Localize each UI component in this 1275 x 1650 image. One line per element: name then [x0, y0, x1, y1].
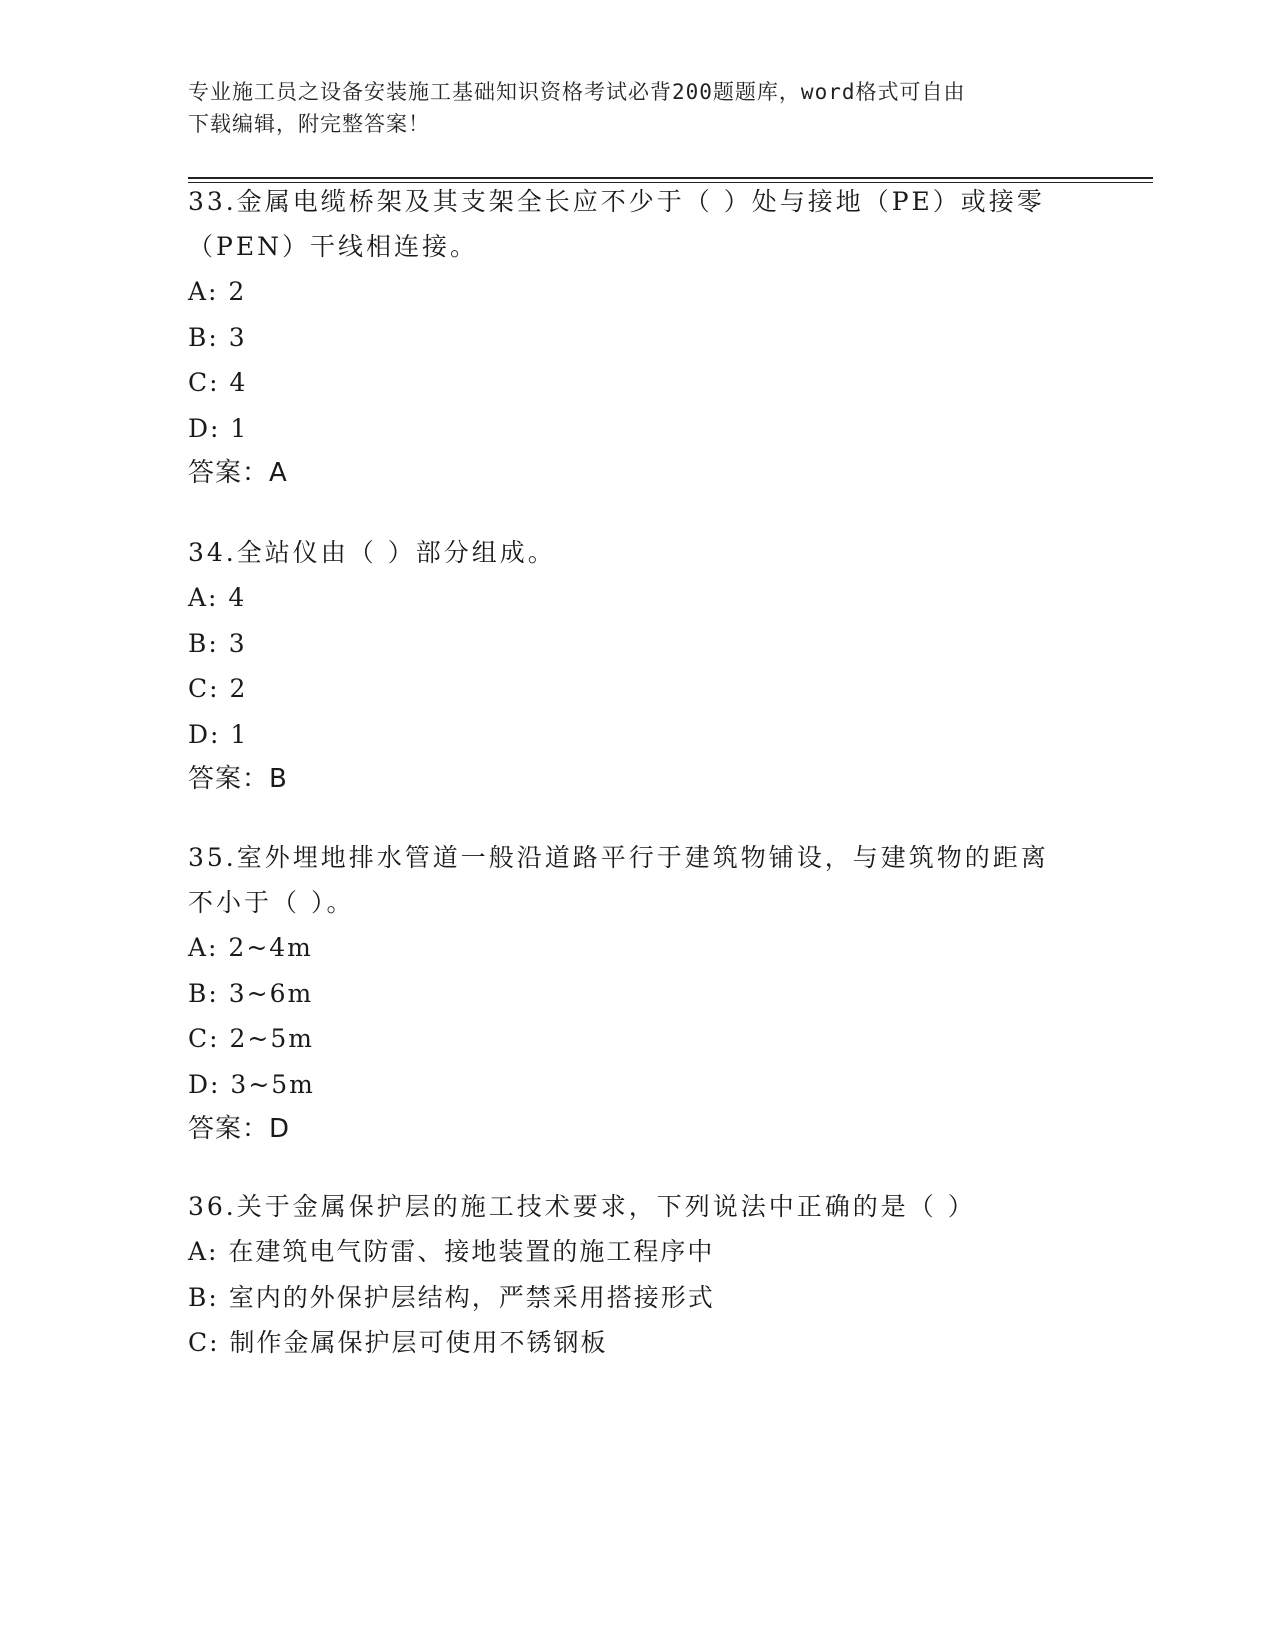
- answer: 答案：D: [188, 1114, 291, 1144]
- option-a: A: 4: [188, 583, 247, 612]
- question-stem: 35.室外埋地排水管道一般沿道路平行于建筑物铺设，与建筑物的距离: [188, 843, 1049, 872]
- question-34: [188, 530, 1088, 801]
- option-d: D: 1: [188, 413, 249, 443]
- document-header: [188, 76, 1068, 140]
- option-b: B: 3: [188, 628, 247, 658]
- option-a: A: 2~4m: [188, 933, 313, 962]
- question-stem-continued: 不小于（ ）。: [188, 888, 355, 917]
- option-d: D: 1: [188, 719, 249, 749]
- option-c: C: 2~5m: [188, 1024, 314, 1053]
- question-35: [188, 835, 1088, 1151]
- question-36: [188, 1184, 1088, 1366]
- question-stem: 33.金属电缆桥架及其支架全长应不少于（ ）处与接地（PE）或接零: [188, 187, 1045, 216]
- header-line-2: 下载编辑，附完整答案！: [188, 112, 430, 136]
- option-a: A: 在建筑电气防雷、接地装置的施工程序中: [188, 1237, 715, 1266]
- question-stem: 36.关于金属保护层的施工技术要求，下列说法中正确的是（ ）: [188, 1192, 976, 1221]
- header-line-1: 专业施工员之设备安装施工基础知识资格考试必背200题题库，word格式可自由: [188, 80, 966, 104]
- question-stem-continued: （PEN）干线相连接。: [188, 232, 478, 261]
- option-c: C: 2: [188, 674, 248, 703]
- question-stem: 34.全站仪由（ ）部分组成。: [188, 538, 556, 567]
- option-a: A: 2: [188, 277, 247, 306]
- question-33: [188, 179, 1088, 495]
- option-c: C: 制作金属保护层可使用不锈钢板: [188, 1328, 608, 1357]
- answer: 答案：B: [188, 764, 288, 794]
- option-b: B: 室内的外保护层结构，严禁采用搭接形式: [188, 1282, 715, 1312]
- option-b: B: 3: [188, 322, 247, 352]
- answer: 答案：A: [188, 458, 288, 488]
- option-b: B: 3~6m: [188, 978, 314, 1008]
- option-d: D: 3~5m: [188, 1069, 315, 1099]
- option-c: C: 4: [188, 368, 248, 397]
